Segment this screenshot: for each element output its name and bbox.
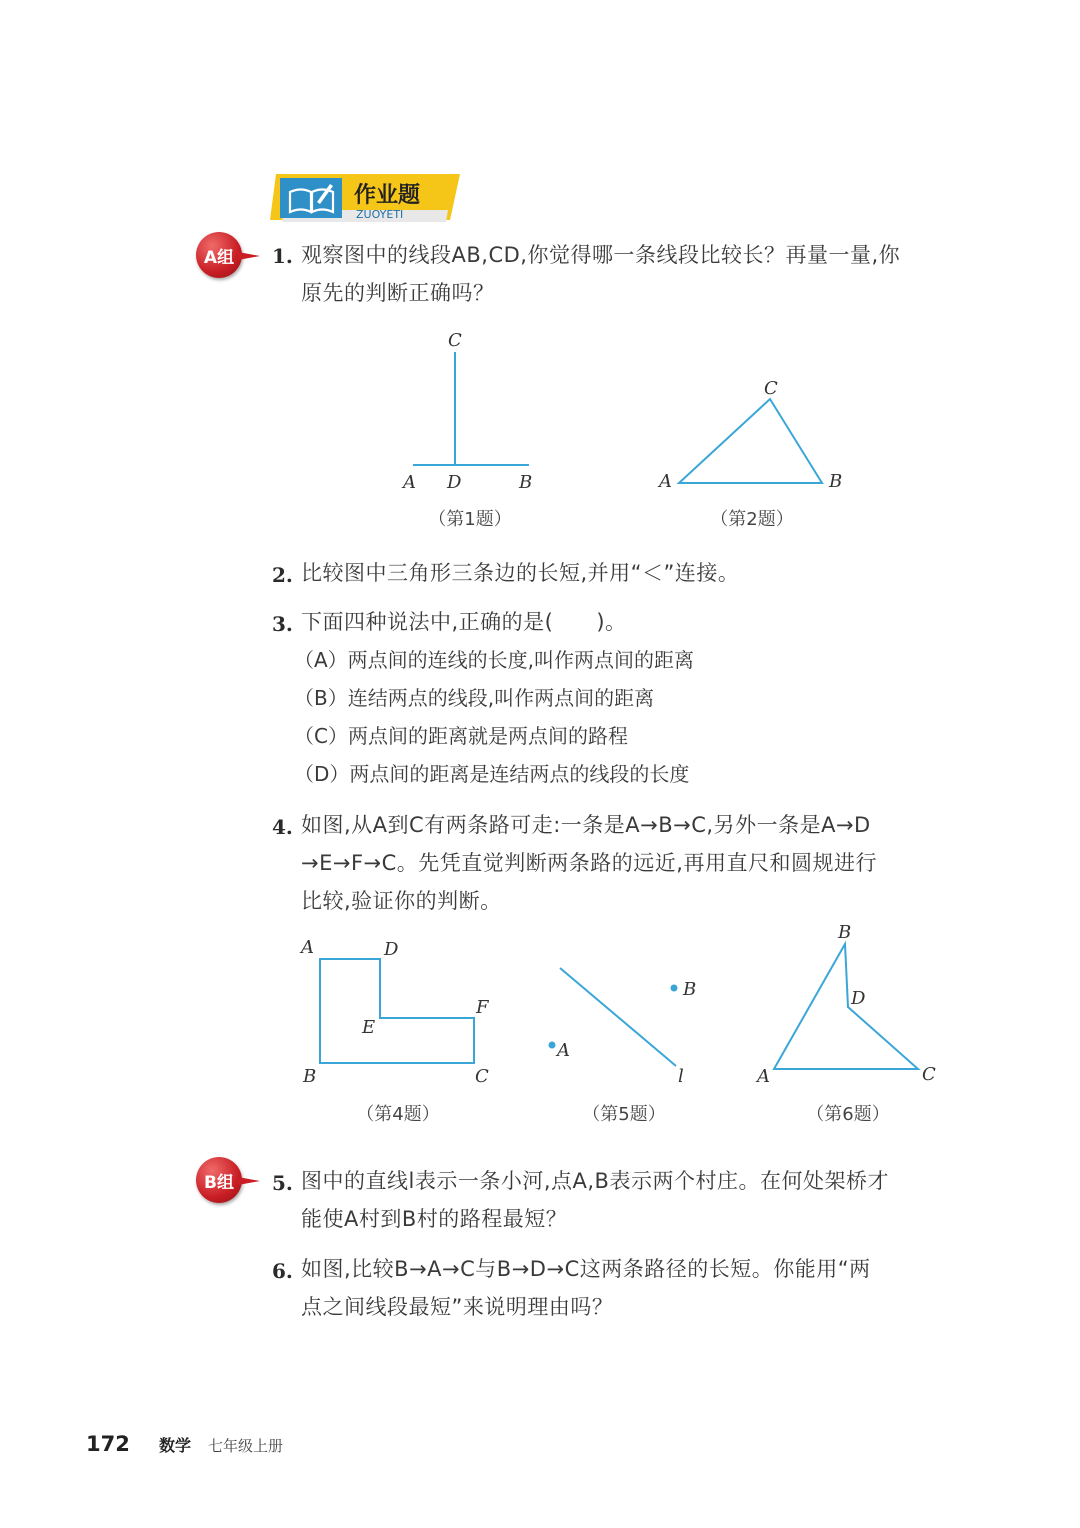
fig1-label-c: C [448,330,462,351]
q4-line3: 比较,验证你的判断。 [301,889,502,913]
q1-number: 1. [272,244,293,268]
triangle-abc [679,399,822,483]
fig1-label-d: D [447,472,462,493]
point-a-dot [549,1042,556,1049]
q6-line2: 点之间线段最短”来说明理由吗？ [301,1295,614,1319]
section-header [270,170,470,228]
q4-line2: →E→F→C。先凭直觉判断两条路的远近,再用直尺和圆规进行 [301,851,877,875]
group-b-label: B组 [196,1157,242,1203]
fig4-label-d: D [384,939,399,960]
badge-arrow-icon [238,1177,260,1185]
point-b-dot [671,985,678,992]
q6-line1: 如图,比较B→A→C与B→D→C这两条路径的长短。你能用“两 [301,1257,871,1281]
q3-number: 3. [272,612,293,636]
fig2-caption: （第2题） [710,509,794,530]
footer-subject: 数学 [158,1436,191,1455]
figure-1 [401,330,532,493]
fig5-caption: （第5题） [582,1104,666,1125]
figures-4-5-6 [0,920,1080,1090]
q4-number: 4. [272,815,293,839]
river-line-l [560,968,676,1066]
badge-arrow-icon [238,252,260,260]
figures-1-2 [0,320,1080,520]
header-subtitle: ZUOYETI [356,208,404,221]
fig6-label-c: C [922,1064,936,1085]
q3-option-a: （A）两点间的连线的长度,叫作两点间的距离 [294,648,695,672]
book-pen-icon [284,178,340,222]
fig5-label-l: l [678,1066,684,1087]
q4-line1: 如图,从A到C有两条路可走:一条是A→B→C,另外一条是A→D [301,813,871,837]
group-b-badge [196,1157,242,1203]
q1-line1: 观察图中的线段AB,CD,你觉得哪一条线段比较长？再量一量,你 [301,243,901,267]
footer-book: 七年级上册 [208,1437,284,1455]
page-number: 172 [86,1432,130,1456]
fig4-label-f: F [476,997,489,1018]
header-title: 作业题 [354,183,421,208]
q2-text: 比较图中三角形三条边的长短,并用“＜”连接。 [301,561,740,585]
q6-number: 6. [272,1259,293,1283]
page-footer [86,1432,283,1456]
fig4-label-e: E [362,1017,376,1038]
q3-option-b: （B）连结两点的线段,叫作两点间的距离 [294,686,655,710]
q5-number: 5. [272,1171,293,1195]
fig1-label-a: A [403,472,416,493]
q5-line2: 能使A村到B村的路程最短？ [301,1207,568,1231]
q1-line2: 原先的判断正确吗？ [301,281,495,305]
fig4-label-b: B [303,1066,317,1087]
fig4-caption: （第4题） [356,1104,440,1125]
fig2-label-a: A [659,471,672,492]
group-a-label: A组 [196,232,242,278]
quad-path-babdc [774,944,918,1069]
q3-text: 下面四种说法中,正确的是( )。 [301,610,627,634]
l-shape-path [320,959,474,1063]
fig4-label-a: A [301,937,314,958]
fig2-label-b: B [829,471,843,492]
fig1-caption: （第1题） [428,509,512,530]
figure-4 [299,937,490,1087]
fig6-label-b: B [838,922,852,943]
fig4-label-c: C [475,1066,489,1087]
q2-number: 2. [272,563,293,587]
figure-2 [657,378,842,492]
fig5-label-a: A [557,1040,570,1061]
fig6-caption: （第6题） [806,1104,890,1125]
figure-6 [755,922,936,1087]
fig6-label-a: A [757,1066,770,1087]
group-a-badge [196,232,242,278]
figure-5 [549,968,697,1087]
fig5-label-b: B [683,979,697,1000]
fig6-label-d: D [851,988,866,1009]
q3-option-c: （C）两点间的距离就是两点间的路程 [294,724,628,748]
q5-line1: 图中的直线l表示一条小河,点A,B表示两个村庄。在何处架桥才 [301,1169,889,1193]
q3-option-d: （D）两点间的距离是连结两点的线段的长度 [294,762,690,786]
fig1-label-b: B [519,472,533,493]
fig2-label-c: C [764,378,778,399]
